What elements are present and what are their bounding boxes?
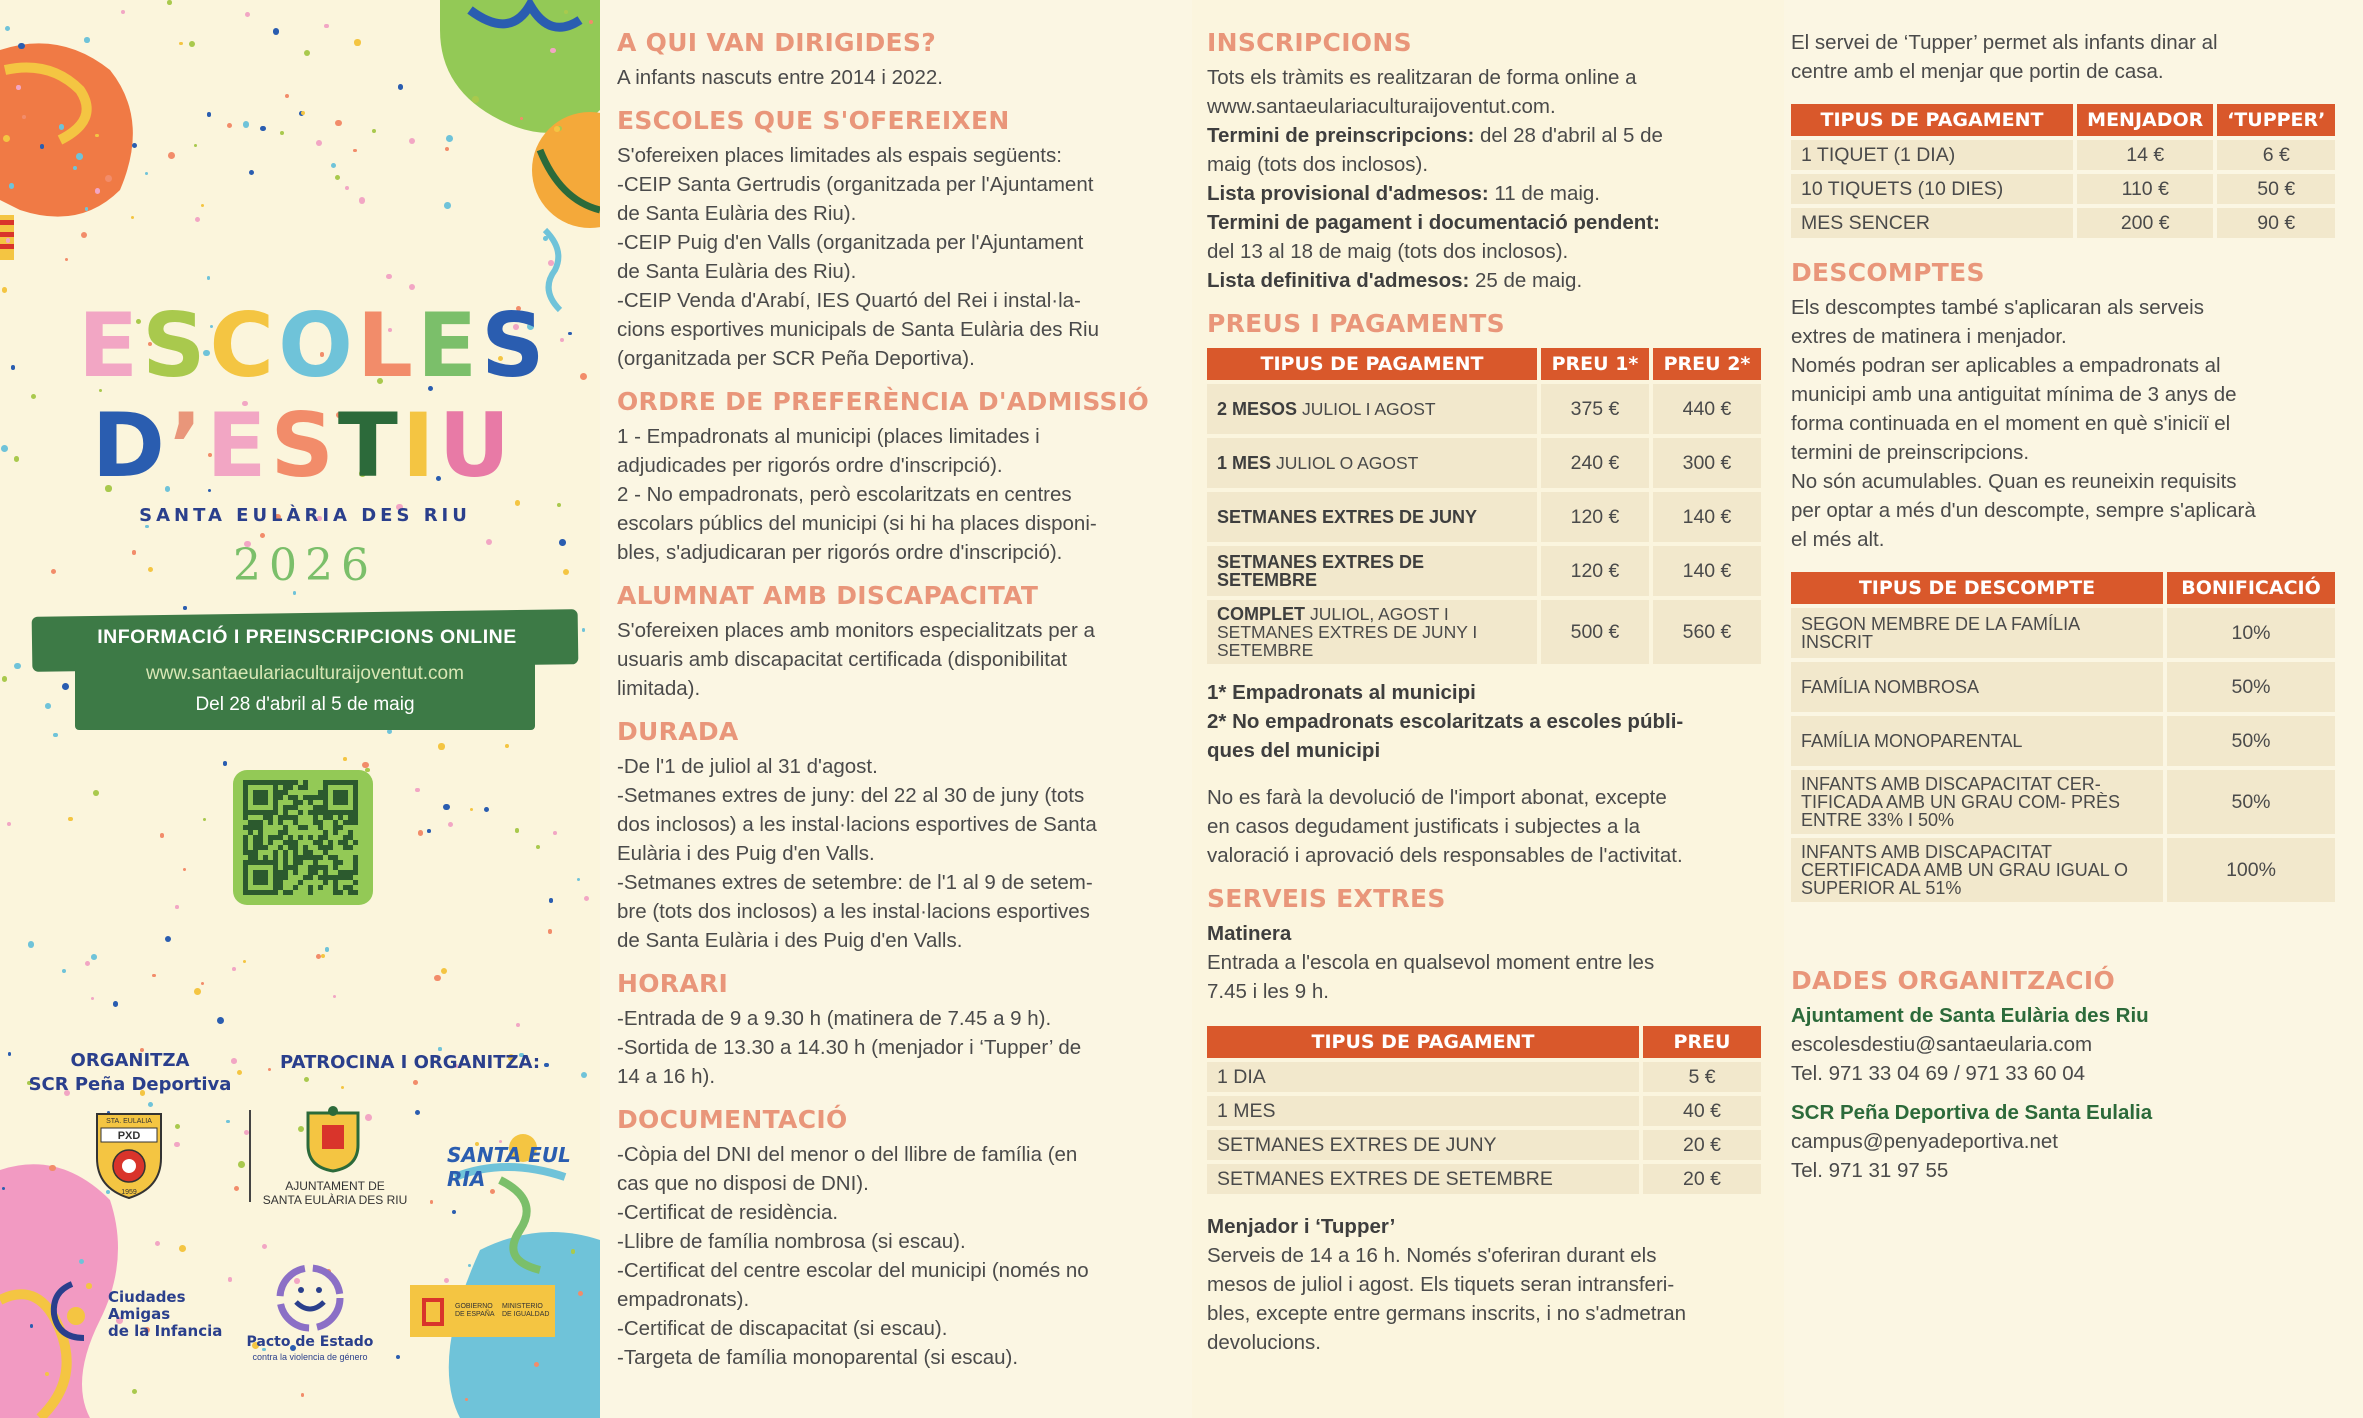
note-2b (1207, 736, 1754, 765)
section-title-durada: DURADA (617, 717, 739, 746)
meal-table (1787, 100, 2339, 242)
extra-cell: 20 € (1643, 1164, 1761, 1194)
organitza-name: SCR Peña Deportiva (28, 1074, 232, 1095)
discount-row (1791, 662, 2335, 712)
text-line: bles, s'adjudicaran per rigorós ordre d'inscripció). (617, 541, 1063, 564)
org1-name: Ajuntament de Santa Eulària des Riu (1791, 1004, 2149, 1027)
ciudades-line2: Amigas (108, 1305, 171, 1323)
menjador-lines (1207, 1241, 1754, 1357)
price-type-bold: 2 MESOS (1217, 399, 1298, 419)
org2-email[interactable]: campus@penyadeportiva.net (1791, 1130, 2058, 1153)
column-1 (600, 0, 1192, 1418)
section-lines-durada (617, 752, 1178, 955)
price-type-detail: JULIOL I AGOST (1302, 399, 1436, 419)
inscripcions-termini (1207, 121, 1754, 150)
title-letter: L (356, 294, 417, 397)
text-line: -Sortida de 13.30 a 14.30 h (menjador i ‘Tupper’ de (617, 1036, 1082, 1059)
note-2 (1207, 707, 1754, 736)
text-line: extres de matinera i menjador. (1791, 325, 2067, 348)
text-line: el més alt. (1791, 528, 1885, 551)
text-line: valoració i aprovació dels responsables de l'activitat. (1207, 844, 1683, 867)
extra-row (1207, 1130, 1761, 1160)
organitza-label: ORGANITZA (70, 1050, 190, 1071)
discount-row (1791, 838, 2335, 902)
price-table (1203, 344, 1765, 668)
meal-row (1791, 140, 2335, 170)
meal-header-menjador: MENJADOR (2077, 104, 2213, 136)
discount-cell: 50% (2167, 662, 2335, 712)
section-title-dades: DADES ORGANITZACIÓ (1791, 966, 2116, 995)
extra-row (1207, 1164, 1761, 1194)
text-line: empadronats). (617, 1288, 750, 1311)
text-line: municipi amb una antiguitat mínima de 3 anys de (1791, 383, 2237, 406)
title-letter: T (337, 394, 402, 497)
text-line: usuaris amb discapacitat certificada (disponibilitat (617, 648, 1068, 671)
note-1 (1207, 678, 1754, 707)
price-type-bold: SETMANES EXTRES DE JUNY (1217, 507, 1478, 527)
matinera-lines (1207, 948, 1754, 1006)
price-row (1207, 492, 1761, 542)
extra-cell: 5 € (1643, 1062, 1761, 1092)
meal-cell: 200 € (2077, 208, 2213, 238)
discount-cell: 100% (2167, 838, 2335, 902)
extra-header-preu: PREU (1643, 1026, 1761, 1058)
section-lines-horari (617, 1004, 1178, 1091)
meal-row (1791, 174, 2335, 204)
inscripcions-url[interactable]: www.santaeulariaculturaijoventut.com. (1207, 95, 1556, 118)
column-3 (1784, 0, 2363, 1418)
section-lines-ordre (617, 422, 1178, 567)
section-title-descomptes: DESCOMPTES (1791, 258, 1985, 287)
title-letter: C (209, 294, 279, 397)
org1-email[interactable]: escolesdestiu@santaeularia.com (1791, 1033, 2093, 1056)
ciudades-line3: de la Infancia (108, 1322, 223, 1340)
price-header-preu2: PREU 2* (1653, 348, 1761, 380)
section-title-preus: PREUS I PAGAMENTS (1207, 309, 1505, 338)
extra-table (1203, 1022, 1765, 1198)
meal-cell: 10 TIQUETS (10 DIES) (1791, 174, 2073, 204)
inscripcions-provisional (1207, 179, 1754, 208)
banner-dates: Del 28 d'abril al 5 de maig (195, 694, 415, 715)
price-2: 560 € (1653, 600, 1761, 664)
text-line: de Santa Eulària des Riu). (617, 260, 857, 283)
extra-cell: 20 € (1643, 1130, 1761, 1160)
matinera-title (1207, 919, 1754, 948)
text-line: cions esportives municipals de Santa Eulària des Riu (617, 318, 1100, 341)
price-type (1207, 546, 1537, 596)
title-letter: O (278, 294, 357, 397)
discount-cell: 50% (2167, 716, 2335, 766)
text-line: Eulària i des Puig d'en Valls. (617, 842, 875, 865)
extra-cell: 1 MES (1207, 1096, 1639, 1126)
note-2b-text: ques del municipi (1207, 739, 1381, 762)
text-line: No són acumulables. Quan es reuneixin requisits (1791, 470, 2237, 493)
text-line: centre amb el menjar que portin de casa. (1791, 60, 2164, 83)
text-line: -Setmanes extres de juny: del 22 al 30 de juny (tots (617, 784, 1085, 807)
inscripcions-termini-2: maig (tots dos inclosos). (1207, 153, 1429, 176)
price-row (1207, 384, 1761, 434)
ciudades-amigas-text (108, 1289, 222, 1340)
discount-row (1791, 770, 2335, 834)
banner-url[interactable]: www.santaeulariaculturaijoventut.com (146, 663, 464, 684)
text-line: -Certificat de residència. (617, 1201, 839, 1224)
meal-cell: 14 € (2077, 140, 2213, 170)
section-title-inscripcions: INSCRIPCIONS (1207, 28, 1412, 57)
text-line: S'ofereixen places amb monitors especialitzats per a (617, 619, 1095, 642)
discount-cell: FAMÍLIA MONOPARENTAL (1791, 716, 2163, 766)
text-line: -Targeta de família monoparental (si escau). (617, 1346, 1019, 1369)
text-line: -CEIP Venda d'Arabí, IES Quartó del Rei i instal·la- (617, 289, 1081, 312)
provisional-label: Lista provisional d'admesos: (1207, 182, 1489, 205)
note-1-text: 1* Empadronats al municipi (1207, 681, 1476, 704)
section-title-horari: HORARI (617, 969, 729, 998)
pacto-line2: contra la violencia de género (252, 1352, 368, 1362)
crest-text: PXD (117, 1130, 141, 1142)
gobierno-line2: MINISTERIO DE IGUALDAD (502, 1303, 550, 1318)
meal-header-tipus: TIPUS DE PAGAMENT (1791, 104, 2073, 136)
text-line: de Santa Eulària des Riu). (617, 202, 857, 225)
discount-cell: INFANTS AMB DISCAPACITAT CERTIFICADA AMB UN GRAU IGUAL O SUPERIOR AL 51% (1791, 838, 2163, 902)
descomptes-lines (1791, 293, 2339, 554)
pacto-de-estado-icon (270, 1262, 350, 1334)
text-line: -CEIP Santa Gertrudis (organitzada per l'Ajuntament (617, 173, 1094, 196)
price-type-bold: COMPLET (1217, 604, 1305, 624)
price-2: 440 € (1653, 384, 1761, 434)
price-1: 120 € (1541, 546, 1649, 596)
section-title-escoles: ESCOLES QUE S'OFEREIXEN (617, 106, 1010, 135)
termini-value: del 28 d'abril al 5 de (1474, 124, 1663, 147)
section-text-a-qui: A infants nascuts entre 2014 i 2022. (617, 66, 943, 89)
ciudades-amigas-icon (44, 1278, 100, 1344)
text-line: -De l'1 de juliol al 31 d'agost. (617, 755, 878, 778)
text-line: per optar a més d'un descompte, sempre s'aplicarà (1791, 499, 2256, 522)
menjador-title (1207, 1212, 1754, 1241)
banner-title: INFORMACIÓ I PREINSCRIPCIONS ONLINE (97, 626, 517, 648)
discount-row (1791, 716, 2335, 766)
patrocina-label: PATROCINA I ORGANITZA: (279, 1052, 541, 1073)
org2-tel: Tel. 971 31 97 55 (1791, 1159, 1949, 1182)
meal-cell: 50 € (2217, 174, 2335, 204)
extra-cell: SETMANES EXTRES DE JUNY (1207, 1130, 1639, 1160)
price-header-preu1: PREU 1* (1541, 348, 1649, 380)
extra-cell: 40 € (1643, 1096, 1761, 1126)
matinera-title-text: Matinera (1207, 922, 1292, 945)
extra-cell: 1 DIA (1207, 1062, 1639, 1092)
spain-coat-of-arms-icon (416, 1290, 450, 1332)
section-lines-alumnat (617, 616, 1178, 703)
discount-cell: 50% (2167, 770, 2335, 834)
poster-title-line2 (78, 394, 528, 497)
title-letter: S (481, 294, 549, 397)
text-line: de Santa Eulària i des Puig d'en Valls. (617, 929, 963, 952)
title-letter: I (401, 394, 439, 497)
discount-table (1787, 568, 2339, 906)
price-1: 120 € (1541, 492, 1649, 542)
column-2 (1192, 0, 1784, 1418)
note-2-text: 2* No empadronats escolaritzats a escoles públi- (1207, 710, 1684, 733)
text-line: dos inclosos) a les instal·lacions esportives de Santa (617, 813, 1097, 836)
extra-row (1207, 1062, 1761, 1092)
title-letter: U (438, 394, 515, 497)
discount-cell: FAMÍLIA NOMBROSA (1791, 662, 2163, 712)
ajuntament-crest-icon (302, 1105, 364, 1173)
text-line: Serveis de 14 a 16 h. Només s'oferiran durant els (1207, 1244, 1657, 1267)
price-type (1207, 384, 1537, 434)
crest-top-text: STA. EULALIA (106, 1118, 152, 1125)
text-line: forma continuada en el moment en què s'iniciï el (1791, 412, 2231, 435)
text-line: 2 - No empadronats, però escolaritzats en centres (617, 483, 1072, 506)
ciudades-line1: Ciudades (108, 1288, 186, 1306)
price-header-tipus: TIPUS DE PAGAMENT (1207, 348, 1537, 380)
inscripcions-line1: Tots els tràmits es realitzaran de forma online a (1207, 66, 1637, 89)
discount-cell: 10% (2167, 608, 2335, 658)
refund-text (1207, 783, 1754, 870)
discount-cell: SEGON MEMBRE DE LA FAMÍLIA INSCRIT (1791, 608, 2163, 658)
text-line: Els descomptes també s'aplicaran als serveis (1791, 296, 2204, 319)
price-type-detail: JULIOL, AGOST I SETMANES EXTRES DE JUNY I SETEMBRE (1217, 604, 1478, 660)
extra-row (1207, 1096, 1761, 1126)
pacto-line1: Pacto de Estado (246, 1334, 374, 1350)
title-letter: S (142, 294, 210, 397)
section-title-ordre: ORDRE DE PREFERÈNCIA D'ADMISSIÓ (617, 387, 1150, 416)
discount-header-bonificacio: BONIFICACIÓ (2167, 572, 2335, 604)
crest-year: 1959 (121, 1189, 137, 1196)
price-type-detail: JULIOL O AGOST (1276, 453, 1419, 473)
termini-label: Termini de preinscripcions: (1207, 124, 1475, 147)
provisional-value: 11 de maig. (1488, 182, 1601, 205)
section-title-documentacio: DOCUMENTACIÓ (617, 1105, 848, 1134)
price-1: 500 € (1541, 600, 1649, 664)
title-letter: S (270, 394, 338, 497)
section-title-a-qui: A QUI VAN DIRIGIDES? (617, 28, 937, 57)
definitiva-value: 25 de maig. (1469, 269, 1583, 292)
text-line: -Setmanes extres de setembre: de l'1 al 9 de setem- (617, 871, 1093, 894)
text-line: -Certificat del centre escolar del municipi (només no (617, 1259, 1089, 1282)
text-line: bles, excepte entre germans inscrits, i no s'admetran (1207, 1302, 1687, 1325)
price-type (1207, 438, 1537, 488)
text-line: bre (tots dos inclosos) a les instal·lacions esportives (617, 900, 1090, 923)
price-row (1207, 600, 1761, 664)
text-line: S'ofereixen places limitades als espais següents: (617, 144, 1062, 167)
text-line: 1 - Empadronats al municipi (places limitades i (617, 425, 1040, 448)
price-row (1207, 438, 1761, 488)
section-title-serveis: SERVEIS EXTRES (1207, 884, 1446, 913)
price-row (1207, 546, 1761, 596)
org1-tel: Tel. 971 33 04 69 / 971 33 60 04 (1791, 1062, 2086, 1085)
meal-cell: 1 TIQUET (1 DIA) (1791, 140, 2073, 170)
discount-row (1791, 608, 2335, 658)
price-type (1207, 492, 1537, 542)
text-line: -Llibre de família nombrosa (si escau). (617, 1230, 966, 1253)
text-line: adjudicades per rigorós ordre d'inscripció). (617, 454, 1003, 477)
text-line: (organitzada per SCR Peña Deportiva). (617, 347, 975, 370)
title-letter: D (91, 394, 169, 497)
qr-code-icon[interactable] (243, 780, 363, 895)
section-lines-documentacio (617, 1140, 1178, 1372)
meal-cell: 6 € (2217, 140, 2335, 170)
extra-header-tipus: TIPUS DE PAGAMENT (1207, 1026, 1639, 1058)
section-lines-escoles (617, 141, 1178, 373)
ajuntament-line2: SANTA EULÀRIA DES RIU (262, 1193, 408, 1207)
price-1: 375 € (1541, 384, 1649, 434)
title-letter: E (206, 394, 271, 497)
text-line: 14 a 16 h). (617, 1065, 716, 1088)
title-letter: ’ (168, 394, 207, 497)
discount-header-tipus: TIPUS DE DESCOMPTE (1791, 572, 2163, 604)
price-2: 300 € (1653, 438, 1761, 488)
price-2: 140 € (1653, 492, 1761, 542)
text-line: 7.45 i les 9 h. (1207, 980, 1329, 1003)
price-2: 140 € (1653, 546, 1761, 596)
gobierno-line1: GOBIERNO DE ESPAÑA (455, 1303, 495, 1318)
extra-cell: SETMANES EXTRES DE SETEMBRE (1207, 1164, 1639, 1194)
text-line: limitada). (617, 677, 701, 700)
price-type-bold: 1 MES (1217, 453, 1272, 473)
text-line: No es farà la devolució de l'import abonat, excepte (1207, 786, 1667, 809)
text-line: -CEIP Puig d'en Valls (organitzada per l'Ajuntament (617, 231, 1084, 254)
poster-year: 2026 (233, 540, 377, 591)
poster-title-line1 (78, 294, 549, 397)
text-line: termini de preinscripcions. (1791, 441, 2030, 464)
price-1: 240 € (1541, 438, 1649, 488)
santa-eularia-logo-text: SANTA EUL RIA (447, 1143, 571, 1191)
price-type-bold: SETMANES EXTRES DE SETEMBRE (1217, 552, 1425, 590)
meal-row (1791, 208, 2335, 238)
ajuntament-line1: AJUNTAMENT DE (285, 1179, 385, 1193)
price-type (1207, 600, 1537, 664)
menjador-title-text: Menjador i ‘Tupper’ (1207, 1215, 1396, 1238)
title-letter: E (417, 294, 482, 397)
inscripcions-pagament-value: del 13 al 18 de maig (tots dos inclosos). (1207, 240, 1569, 263)
text-line: escolars públics del municipi (si hi ha places disponi- (617, 512, 1097, 535)
org2-name: SCR Peña Deportiva de Santa Eulalia (1791, 1101, 2153, 1124)
meal-cell: MES SENCER (1791, 208, 2073, 238)
text-line: -Entrada de 9 a 9.30 h (matinera de 7.45 a 9 h). (617, 1007, 1052, 1030)
meal-header-tupper: ‘TUPPER’ (2217, 104, 2335, 136)
text-line: -Còpia del DNI del menor o del llibre de família (en (617, 1143, 1078, 1166)
pagament-label: Termini de pagament i documentació pendent: (1207, 211, 1660, 234)
definitiva-label: Lista definitiva d'admesos: (1207, 269, 1470, 292)
text-line: devolucions. (1207, 1331, 1321, 1354)
inscripcions-pagament (1207, 208, 1754, 237)
meal-cell: 90 € (2217, 208, 2335, 238)
text-line: El servei de ‘Tupper’ permet als infants dinar al (1791, 31, 2218, 54)
tupper-intro (1791, 28, 2339, 86)
meal-cell: 110 € (2077, 174, 2213, 204)
discount-cell: INFANTS AMB DISCAPACITAT CER- TIFICADA AMB UN GRAU COM- PRÈS ENTRE 33% I 50% (1791, 770, 2163, 834)
text-line: Només podran ser aplicables a empadronats al (1791, 354, 2221, 377)
poster-subtitle: SANTA EULÀRIA DES RIU (139, 505, 471, 526)
section-title-alumnat: ALUMNAT AMB DISCAPACITAT (617, 581, 1039, 610)
inscripcions-definitiva (1207, 266, 1754, 295)
text-line: Entrada a l'escola en qualsevol moment entre les (1207, 951, 1655, 974)
poster-panel (0, 0, 600, 1418)
text-line: en casos degudament justificats i subjectes a la (1207, 815, 1641, 838)
text-line: -Certificat de discapacitat (si escau). (617, 1317, 948, 1340)
title-letter: E (78, 294, 143, 397)
text-line: cas que no disposi de DNI). (617, 1172, 869, 1195)
text-line: mesos de juliol i agost. Els tiquets seran intransferi- (1207, 1273, 1675, 1296)
